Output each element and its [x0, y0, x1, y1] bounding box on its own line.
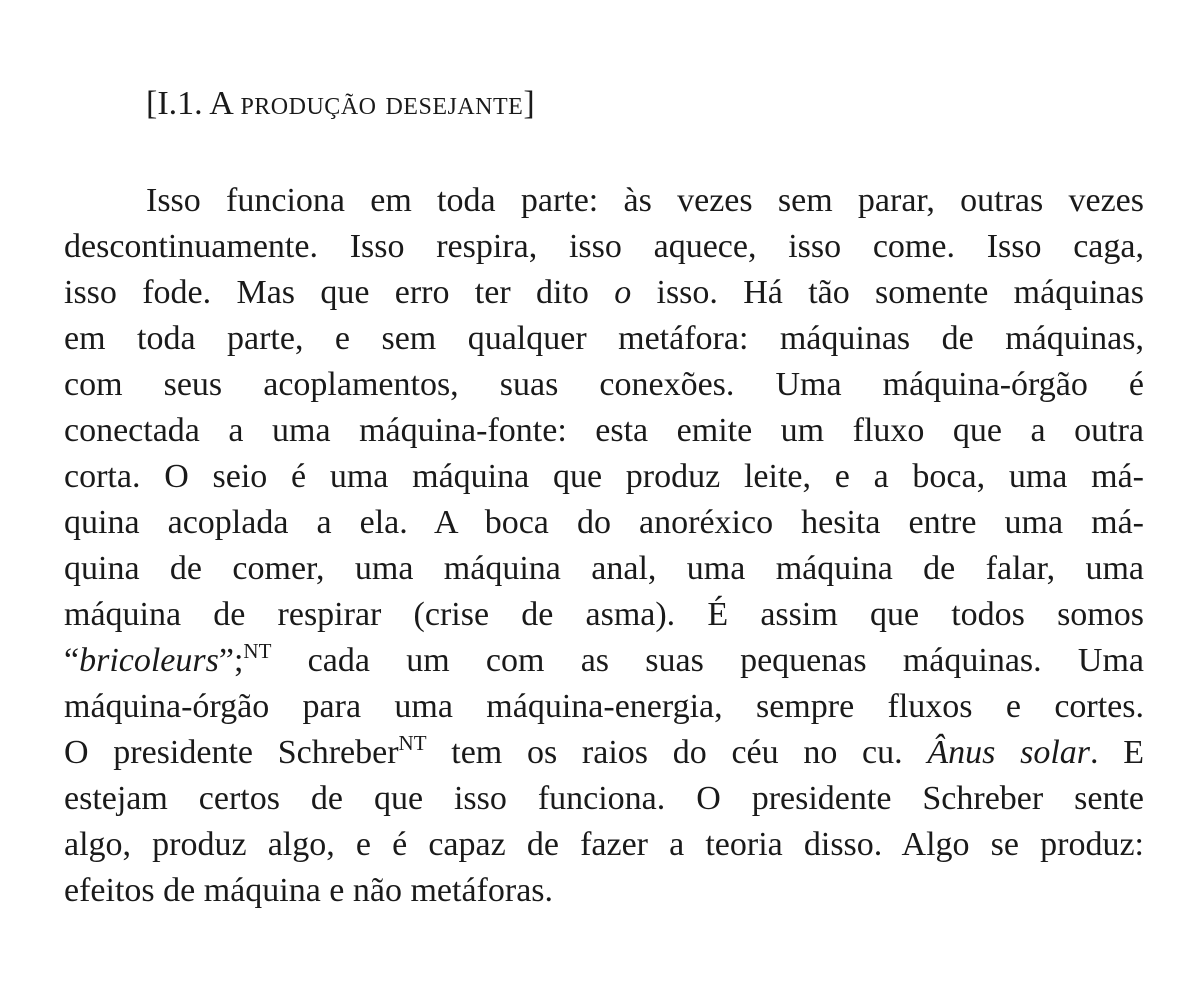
translator-note-marker: NT: [243, 639, 272, 663]
text-line: corta. O seio é uma máquina que produz leite, e a boca, uma má-: [64, 458, 1144, 495]
section-heading: [146, 82, 535, 126]
italic-word: bricoleurs: [79, 642, 219, 679]
text-line: com seus acoplamentos, suas conexões. Uma máquina-órgão é: [64, 366, 1144, 403]
text-line: conectada a uma máquina-fonte: esta emite um fluxo que a outra: [64, 412, 1144, 449]
text-line: Isso funciona em toda parte: às vezes sem parar, outras vezes: [146, 182, 1144, 219]
text-line: máquina-órgão para uma máquina-energia, sempre fluxos e cortes.: [64, 688, 1144, 725]
text-line: efeitos de máquina e não metáforas.: [64, 872, 554, 909]
text-line: estejam certos de que isso funciona. O presidente Schreber sente: [64, 780, 1144, 817]
text-line: descontinuamente. Isso respira, isso aquece, isso come. Isso caga,: [64, 228, 1144, 265]
body-paragraph: [64, 178, 1144, 914]
italic-word: o: [614, 274, 632, 311]
italic-phrase: Ânus solar: [927, 734, 1091, 771]
heading-suffix: ]: [523, 85, 535, 122]
heading-prefix: [I.1. A: [146, 85, 241, 122]
text-line: “bricoleurs”;$^{NT}$ cada um com as suas pequenas máquinas. Uma: [64, 639, 1144, 679]
text-line: em toda parte, e sem qualquer metáfora: máquinas de máquinas,: [64, 320, 1144, 357]
heading-smallcaps-title: produção desejante: [240, 85, 524, 122]
text-line: algo, produz algo, e é capaz de fazer a teoria disso. Algo se produz:: [64, 826, 1144, 863]
text-line: isso fode. Mas que erro ter dito o isso. Há tão somente máquinas: [64, 274, 1144, 311]
text-line: quina de comer, uma máquina anal, uma máquina de falar, uma: [64, 550, 1144, 587]
text-line: máquina de respirar (crise de asma). É assim que todos somos: [64, 596, 1144, 633]
translator-note-marker: NT: [398, 731, 427, 755]
text-line: quina acoplada a ela. A boca do anoréxico hesita entre uma má-: [64, 504, 1144, 541]
text-line: O presidente Schreber$^{NT}$ tem os raios do céu no cu. Ânus solar. E: [64, 731, 1145, 771]
